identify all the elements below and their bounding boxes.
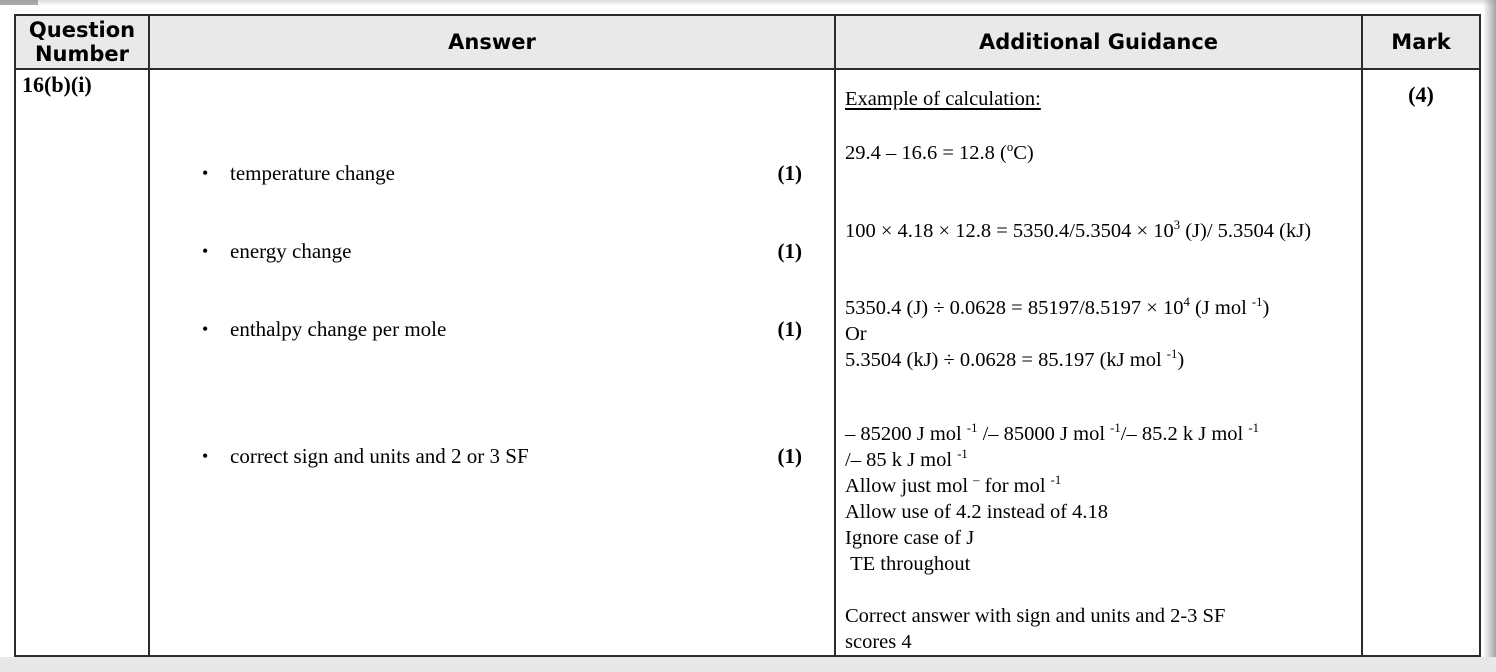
- mark-total: (4): [1408, 82, 1434, 107]
- scan-edge-right: [1483, 0, 1496, 672]
- answer-point-mark: (1): [777, 444, 802, 468]
- question-number-cell: [16, 70, 150, 655]
- answer-cell: [150, 70, 836, 655]
- bullet-icon: •: [202, 446, 209, 466]
- guidance-line: – 85200 J mol $^{-1}$ /– 85000 J mol $^{-1}$/– 85.2 k J mol $^{-1}$: [845, 421, 1259, 445]
- answer-point: [150, 160, 834, 186]
- guidance-line: Ignore case of J: [845, 527, 975, 549]
- answer-point: [150, 238, 834, 264]
- answer-point-mark: (1): [777, 239, 802, 263]
- guidance-line: /– 85 k J mol $^{-1}$: [845, 447, 968, 471]
- answer-point: [150, 443, 834, 469]
- table-row: [16, 70, 1479, 655]
- question-number: 16(b)(i): [22, 72, 92, 97]
- guidance-heading: Example of calculation:: [845, 88, 1041, 110]
- bullet-icon: •: [202, 163, 209, 183]
- guidance-block-correct-answer: [845, 603, 1357, 655]
- guidance-line: scores 4: [845, 631, 912, 653]
- guidance-line: Or: [845, 323, 867, 345]
- answer-point-mark: (1): [777, 317, 802, 341]
- answer-point-text: energy change: [230, 239, 352, 263]
- answer-point-text: enthalpy change per mole: [230, 317, 447, 341]
- answer-point-text: correct sign and units and 2 or 3 SF: [230, 444, 529, 468]
- scan-artifact: [0, 0, 38, 5]
- table-header-row: [16, 16, 1479, 70]
- header-answer: Answer: [150, 16, 836, 70]
- header-mark: Mark: [1363, 16, 1479, 70]
- guidance-line: Correct answer with sign and units and 2-3 SF: [845, 605, 1226, 627]
- guidance-block-enthalpy: [845, 295, 1357, 373]
- guidance-block-sign-units: [845, 421, 1357, 577]
- bullet-icon: •: [202, 319, 209, 339]
- additional-guidance-cell: [836, 70, 1363, 655]
- scan-edge-bottom: [0, 657, 1496, 672]
- answer-point-mark: (1): [777, 161, 802, 185]
- guidance-line: 29.4 – 16.6 = 12.8 ($^o$C): [845, 140, 1034, 164]
- header-question-number: Question Number: [16, 16, 150, 70]
- answer-point: [150, 316, 834, 342]
- guidance-line: Allow use of 4.2 instead of 4.18: [845, 501, 1109, 523]
- guidance-block-temperature: [845, 140, 1357, 166]
- mark-scheme-table: [14, 14, 1481, 657]
- guidance-line: TE throughout: [845, 553, 971, 575]
- guidance-block-energy: [845, 218, 1357, 244]
- mark-cell: [1363, 70, 1479, 655]
- guidance-line: 5350.4 $(J) \div 0.0628 = 85197/8.5197 \times 10^4$ (J mol $^{-1}$): [845, 295, 1270, 319]
- header-additional-guidance: Additional Guidance: [836, 16, 1363, 70]
- guidance-line: $100 \times 4.18 \times 12.8 = 5350.4/5.3504 \times 10^3$ (J)/ 5.3504 (kJ): [845, 218, 1312, 242]
- answer-point-text: temperature change: [230, 161, 395, 185]
- scan-edge-top: [0, 0, 1496, 6]
- bullet-icon: •: [202, 241, 209, 261]
- guidance-line: Allow just mol – for mol $^{-1}$: [845, 473, 1062, 497]
- guidance-line: 5.3504 (kJ) ÷ 0.0628 = 85.197 (kJ mol $^{-1}$): [845, 347, 1185, 371]
